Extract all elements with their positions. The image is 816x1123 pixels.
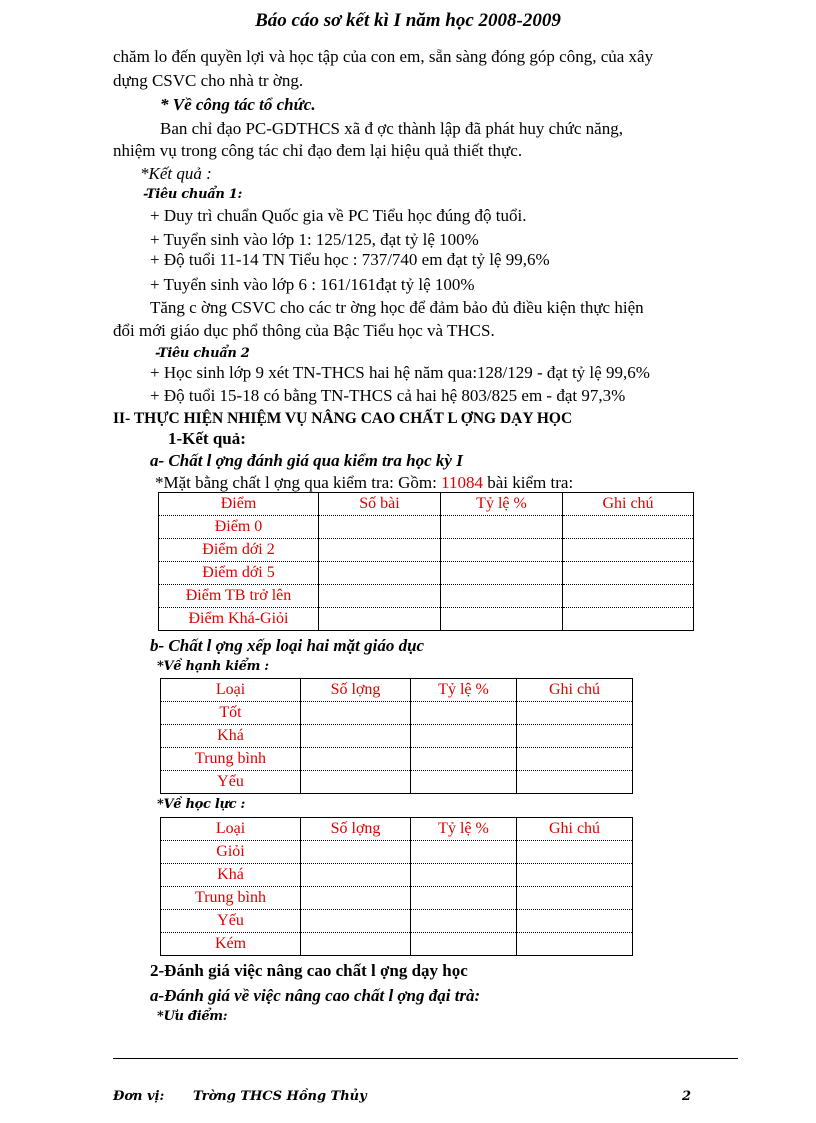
standard2-heading: -Tiêu chuẩn 2 [155,346,250,361]
header-cell: Điểm [159,493,319,516]
row-label: Trung bình [161,887,301,910]
standard2-item-2: + Độ tuổi 15-18 có bằng TN-THCS cả hai hệ 803/825 em - đạt 97,3% [150,386,626,405]
header-cell: Loại [161,679,301,702]
results-heading: 1-Kết quả: [168,429,246,448]
evaluation-heading: 2-Đánh giá việc nâng cao chất l ợng dạy học [150,961,468,980]
intro-line-1: chăm lo đến quyền lợi và học tập của con em, sẵn sàng đóng góp công, của xây [113,47,654,66]
subsection-a: a- Chất l ợng đánh giá qua kiểm tra học kỳ I [150,451,463,470]
header-cell: Tỷ lệ % [411,679,517,702]
table-row [159,585,694,608]
row-label: Tốt [161,702,301,725]
header-cell: Ghi chú [517,818,633,841]
header-cell: Số lợng [301,679,411,702]
row-label: Điểm 0 [159,516,319,539]
org-heading: * Về công tác tổ chức. [160,95,316,114]
evaluation-subheading: a-Đánh giá về việc nâng cao chất l ợng đại trà: [150,986,481,1005]
table-row [161,910,633,933]
academic-table [160,817,633,956]
header-cell: Tỷ lệ % [411,818,517,841]
table-row [159,539,694,562]
standard1-extra-1: Tăng c ờng CSVC cho các tr ờng học để đảm bảo đủ điều kiện thực hiện [150,298,644,317]
footer-unit-name: Trờng THCS Hồng Thủy [193,1089,367,1104]
header-cell: Tỷ lệ % [441,493,563,516]
table-row [159,516,694,539]
row-label: Khá [161,864,301,887]
subsection-b: b- Chất l ợng xếp loại hai mặt giáo dục [150,636,425,655]
table-header-row [161,679,633,702]
footer-unit-label: Đơn vị: [113,1089,165,1104]
exam-text-after: bài kiểm tra: [483,473,574,492]
table-row [161,841,633,864]
row-label: Trung bình [161,748,301,771]
exam-count: 11084 [441,473,483,492]
table-header-row [161,818,633,841]
row-label: Kém [161,933,301,956]
row-label: Điểm dới 5 [159,562,319,585]
table-row [159,608,694,631]
table-row [161,887,633,910]
standard1-extra-2: đổi mới giáo dục phổ thông của Bậc Tiểu học và THCS. [113,321,495,340]
org-line-2: nhiệm vụ trong công tác chỉ đạo đem lại hiệu quả thiết thực. [113,141,523,160]
conduct-heading: *Về hạnh kiểm : [157,659,269,674]
table-row [161,725,633,748]
exam-summary [155,472,573,494]
table-row [161,864,633,887]
exam-text-before: *Mặt bằng chất l ợng qua kiểm tra: Gồm: [155,473,442,492]
header-cell: Số lợng [301,818,411,841]
footer-divider [113,1058,738,1059]
table-row [159,562,694,585]
standard2-item-1: + Học sinh lớp 9 xét TN-THCS hai hệ năm qua:128/129 - đạt tỷ lệ 99,6% [150,363,650,382]
header-cell: Loại [161,818,301,841]
header-cell: Ghi chú [563,493,694,516]
section2-heading: II- THỰC HIỆN NHIỆM VỤ NÂNG CAO CHẤT L ỢNG DẠY HỌC [113,410,573,427]
table-header-row [159,493,694,516]
page-number: 2 [682,1089,692,1104]
standard1-heading: -Tiêu chuẩn 1: [143,187,242,202]
header-cell: Ghi chú [517,679,633,702]
header-cell: Số bài [319,493,441,516]
strengths-heading: *Ưu điểm: [157,1009,228,1024]
page-title: Báo cáo sơ kết kì I năm học 2008-2009 [255,10,561,31]
row-label: Giỏi [161,841,301,864]
table-row [161,748,633,771]
row-label: Yếu [161,910,301,933]
academic-heading: *Về học lực : [157,797,245,812]
table-row [161,702,633,725]
intro-line-2: dựng CSVC cho nhà tr ờng. [113,71,304,90]
standard1-item-1: + Duy trì chuẩn Quốc gia về PC Tiểu học đúng độ tuổi. [150,206,527,225]
row-label: Điểm Khá-Giỏi [159,608,319,631]
org-line-1: Ban chỉ đạo PC-GDTHCS xã đ ợc thành lập đã phát huy chức năng, [160,119,623,138]
row-label: Điểm TB trở lên [159,585,319,608]
row-label: Khá [161,725,301,748]
conduct-table [160,678,633,794]
row-label: Điểm dới 2 [159,539,319,562]
standard1-item-3: + Độ tuổi 11-14 TN Tiểu học : 737/740 em đạt tỷ lệ 99,6% [150,250,550,269]
score-table [158,492,694,631]
table-row [161,933,633,956]
standard1-item-4: + Tuyển sinh vào lớp 6 : 161/161đạt tỷ lệ 100% [150,275,475,294]
table-row [161,771,633,794]
row-label: Yếu [161,771,301,794]
standard1-item-2: + Tuyển sinh vào lớp 1: 125/125, đạt tỷ lệ 100% [150,230,479,249]
result-label: *Kết quả : [140,164,212,183]
